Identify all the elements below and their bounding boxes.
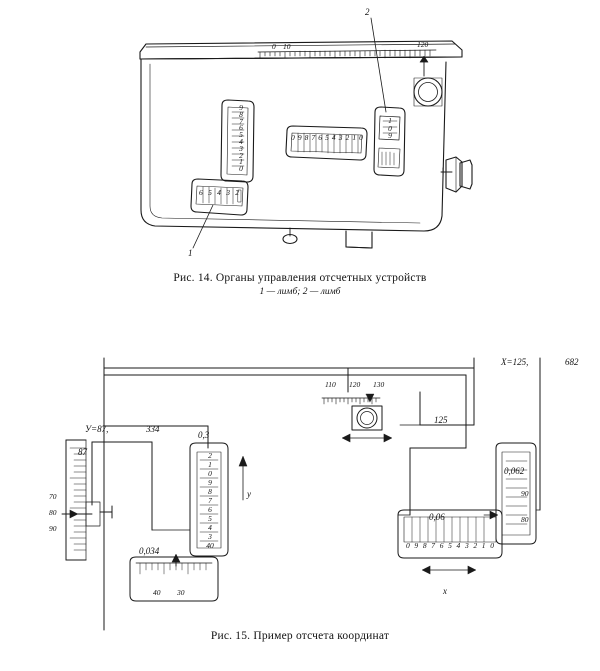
drum-digit: 2: [208, 451, 212, 460]
figure-14-caption: [0, 272, 600, 297]
label-125: 125: [434, 415, 448, 425]
left-scale-tick-70: 70: [49, 492, 57, 501]
figure-15-drawing: [0, 330, 600, 660]
micro-digit: 3: [226, 188, 230, 197]
bottom-counter-tick-30: 30: [177, 588, 185, 597]
drum-digit: 40: [206, 541, 214, 550]
counter-digit: 3: [338, 133, 343, 142]
drum-digit: 7: [239, 116, 243, 126]
counter-digit: 8: [304, 133, 309, 142]
label-0-06: 0,06: [429, 512, 445, 522]
drum-digit: 9: [208, 478, 212, 487]
counter-digit: 0: [406, 541, 410, 550]
counter-digit: 9: [414, 541, 419, 550]
counter-digit: 0: [291, 133, 295, 142]
drum-digit: 0: [208, 469, 212, 478]
micro-digit: 5: [208, 188, 212, 197]
drum-digit: 1: [239, 157, 243, 167]
fig14-micro-counter-digits: [199, 188, 239, 197]
label-682: 682: [565, 357, 579, 367]
fig14-vertical-drum-digits: [234, 105, 248, 173]
drum-digit: 4: [208, 523, 212, 532]
drum-digit: 8: [208, 487, 212, 496]
fig14-scale-tick-10: 10: [283, 42, 291, 51]
counter-digit: 1: [352, 133, 357, 142]
fig15-right-counter-digits: [406, 541, 494, 550]
label-y-axis: у: [247, 489, 251, 499]
fig15-left-drum-digits: [204, 451, 216, 550]
counter-digit: 3: [464, 541, 469, 550]
label-87: 87: [78, 447, 87, 457]
counter-digit: 0: [359, 133, 363, 142]
drum-digit: 3: [208, 532, 212, 541]
figure-15-caption: [0, 630, 600, 642]
label-x-axis: х: [443, 586, 447, 596]
counter-digit: 4: [331, 133, 336, 142]
label-0-062: 0,062: [504, 466, 525, 476]
label-334: 334: [146, 424, 160, 434]
top-scale-tick-110: 110: [325, 380, 336, 389]
drum-digit: 5: [208, 514, 212, 523]
right-drum-digit-90: 90: [521, 489, 529, 498]
counter-digit: 2: [345, 133, 350, 142]
counter-digit: 6: [318, 133, 322, 142]
drum-digit: 9: [239, 103, 243, 112]
top-scale-tick-130: 130: [373, 380, 385, 389]
drum-digit: 4: [239, 136, 243, 146]
drum-digit: 0: [239, 164, 243, 174]
label-0-3: 0,3: [198, 430, 210, 440]
drum-digit: 8: [239, 109, 243, 119]
counter-digit: 7: [311, 133, 316, 142]
counter-digit: 1: [481, 541, 486, 550]
counter-digit: 0: [490, 541, 494, 550]
bottom-counter-tick-40: 40: [153, 588, 161, 597]
label-x-125: Х=125,: [501, 357, 529, 367]
counter-digit: 5: [448, 541, 452, 550]
fig14-small-drum-digits: [383, 117, 397, 140]
micro-digit: 4: [217, 188, 221, 197]
top-scale-tick-120: 120: [349, 380, 361, 389]
fig14-scale-tick-120: 120: [417, 40, 429, 49]
left-scale-tick-80: 80: [49, 508, 57, 517]
label-0-034: 0,034: [139, 546, 160, 556]
drum-digit: 1: [208, 460, 212, 469]
left-scale-tick-90: 90: [49, 524, 57, 533]
counter-digit: 5: [325, 133, 329, 142]
drum-digit: 7: [208, 496, 212, 505]
callout-1-label: 1: [188, 248, 193, 258]
drum-digit: 3: [239, 143, 243, 153]
micro-digit: 2: [235, 188, 239, 197]
figure-15-caption-main: Рис. 15. Пример отсчета координат: [210, 630, 390, 642]
counter-digit: 4: [456, 541, 461, 550]
label-y-87: У=87,: [85, 424, 109, 434]
figure-14-caption-sub: 1 — лимб; 2 — лимб: [259, 287, 341, 297]
figure-14-caption-main: Рис. 14. Органы управления отсчетных устройств: [173, 272, 427, 284]
counter-digit: 2: [473, 541, 478, 550]
drum-digit: 2: [239, 150, 243, 160]
small-drum-digit: 9: [388, 131, 392, 140]
fig14-counter-digits: [291, 133, 363, 142]
counter-digit: 8: [422, 541, 427, 550]
small-drum-digit: 1: [388, 116, 392, 125]
callout-2-label: 2: [365, 7, 370, 17]
counter-digit: 6: [439, 541, 444, 550]
small-drum-digit: 0: [388, 123, 392, 133]
drum-digit: 5: [239, 130, 243, 140]
drum-digit: 6: [239, 123, 243, 133]
drum-digit: 6: [208, 505, 212, 514]
right-drum-digit-80: 80: [521, 515, 529, 524]
counter-digit: 9: [297, 133, 302, 142]
fig14-scale-tick-0: 0: [272, 42, 276, 51]
counter-digit: 7: [431, 541, 436, 550]
micro-digit: 6: [199, 188, 203, 197]
